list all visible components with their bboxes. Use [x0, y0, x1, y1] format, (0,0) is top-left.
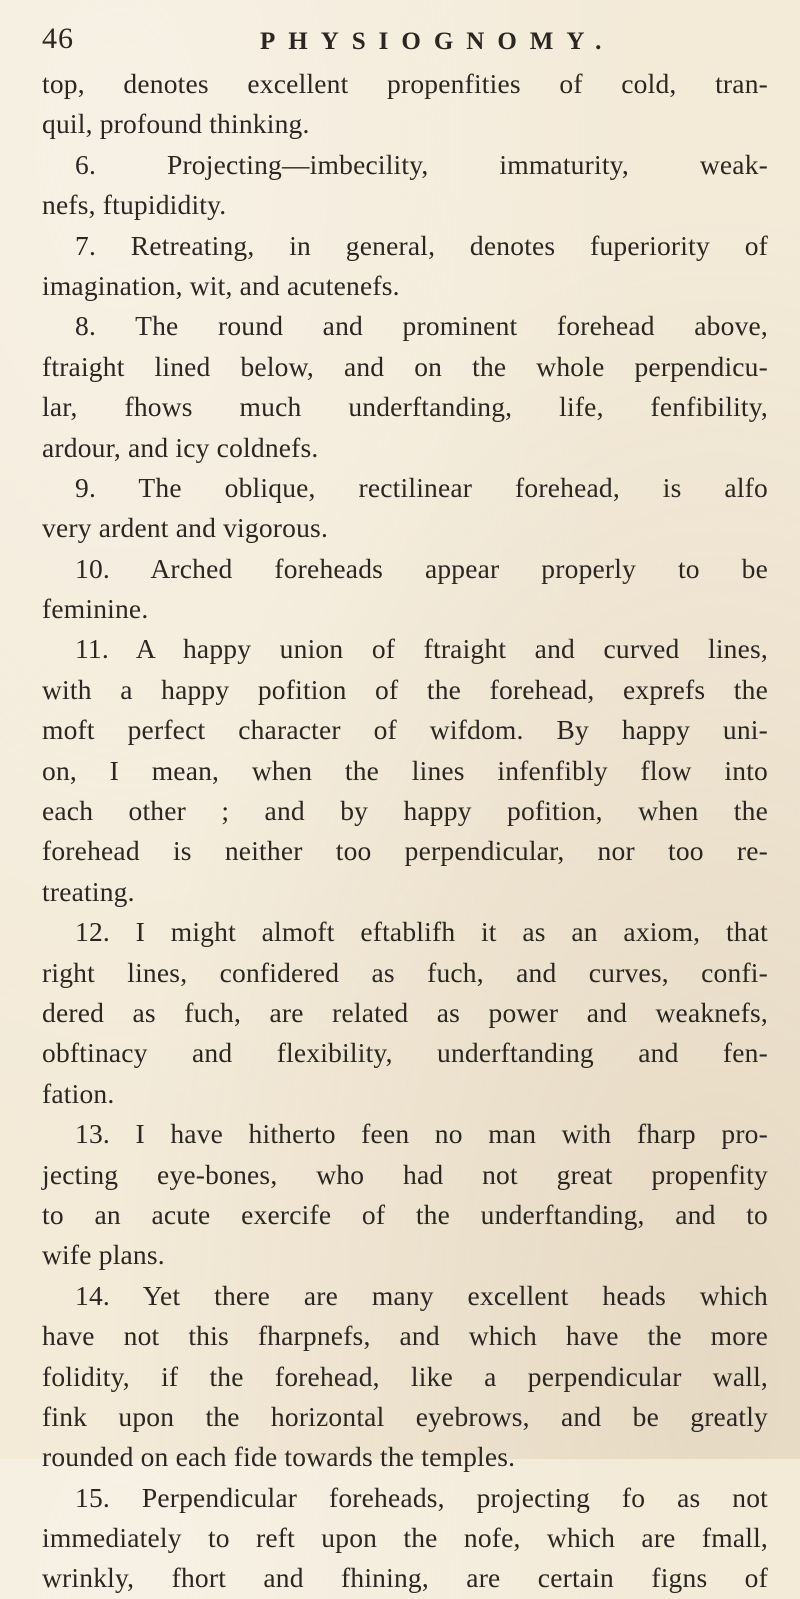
text-line: ardour, and icy coldnefs.	[42, 431, 319, 463]
text-line: dered as fuch, are related as power and weaknefs,	[42, 996, 768, 1028]
text-line: on, I mean, when the lines infenfibly flow into	[42, 754, 768, 786]
text-line: ftraight lined below, and on the whole perpendicu-	[42, 350, 768, 382]
text-line: 9. The oblique, rectilinear forehead, is alfo	[75, 471, 768, 503]
text-line: 10. Arched foreheads appear properly to be	[75, 552, 768, 584]
text-line: 14. Yet there are many excellent heads which	[75, 1279, 768, 1311]
text-line: immediately to reft upon the nofe, which are fmall,	[42, 1522, 768, 1554]
text-line: with a happy pofition of the forehead, exprefs the	[42, 673, 768, 705]
text-line: 11. A happy union of ftraight and curved lines,	[75, 633, 768, 665]
text-line: right lines, confidered as fuch, and curves, confi-	[42, 956, 768, 988]
page-number: 46	[42, 22, 74, 55]
text-line: obftinacy and flexibility, underftanding and fen-	[42, 1037, 768, 1069]
text-line: each other ; and by happy pofition, when the	[42, 795, 768, 827]
text-line: moft perfect character of wifdom. By happy uni-	[42, 714, 768, 746]
text-line: wrinkly, fhort and fhining, are certain figns of	[42, 1562, 768, 1594]
text-line: 13. I have hitherto feen no man with fharp pro-	[75, 1118, 768, 1150]
running-title: PHYSIOGNOMY.	[260, 28, 615, 55]
text-line: rounded on each fide towards the temples.	[42, 1441, 516, 1473]
text-line: wife plans.	[42, 1239, 165, 1271]
text-line: 7. Retreating, in general, denotes fuperiority of	[75, 229, 768, 261]
text-line: 15. Perpendicular foreheads, projecting fo as not	[75, 1481, 768, 1513]
text-line: have not this fharpnefs, and which have the more	[42, 1320, 768, 1352]
running-head	[42, 18, 768, 62]
text-line: imagination, wit, and acutenefs.	[42, 269, 400, 301]
text-line: 12. I might almoft eftablifh it as an axiom, that	[75, 916, 768, 948]
text-line: to an acute exercife of the underftanding, and to	[42, 1198, 768, 1230]
text-line: folidity, if the forehead, like a perpendicular wall,	[42, 1360, 768, 1392]
text-line: treating.	[42, 875, 135, 907]
text-line: 6. Projecting—imbecility, immaturity, weak-	[75, 148, 768, 180]
text-line: very ardent and vigorous.	[42, 512, 329, 544]
text-line: forehead is neither too perpendicular, nor too re-	[42, 835, 768, 867]
text-line: fink upon the horizontal eyebrows, and be greatly	[42, 1400, 768, 1432]
text-line: fation.	[42, 1077, 115, 1109]
text-line: nefs, ftupididity.	[42, 189, 227, 221]
text-line: lar, fhows much underftanding, life, fenfibility,	[42, 391, 768, 423]
text-line: jecting eye-bones, who had not great propenfity	[42, 1158, 768, 1190]
text-line: top, denotes excellent propenfities of cold, tran-	[42, 68, 768, 99]
text-line: quil, profound thinking.	[42, 108, 310, 140]
text-line: 8. The round and prominent forehead above,	[75, 310, 768, 342]
text-line: feminine.	[42, 593, 149, 625]
body-text	[42, 64, 768, 1599]
